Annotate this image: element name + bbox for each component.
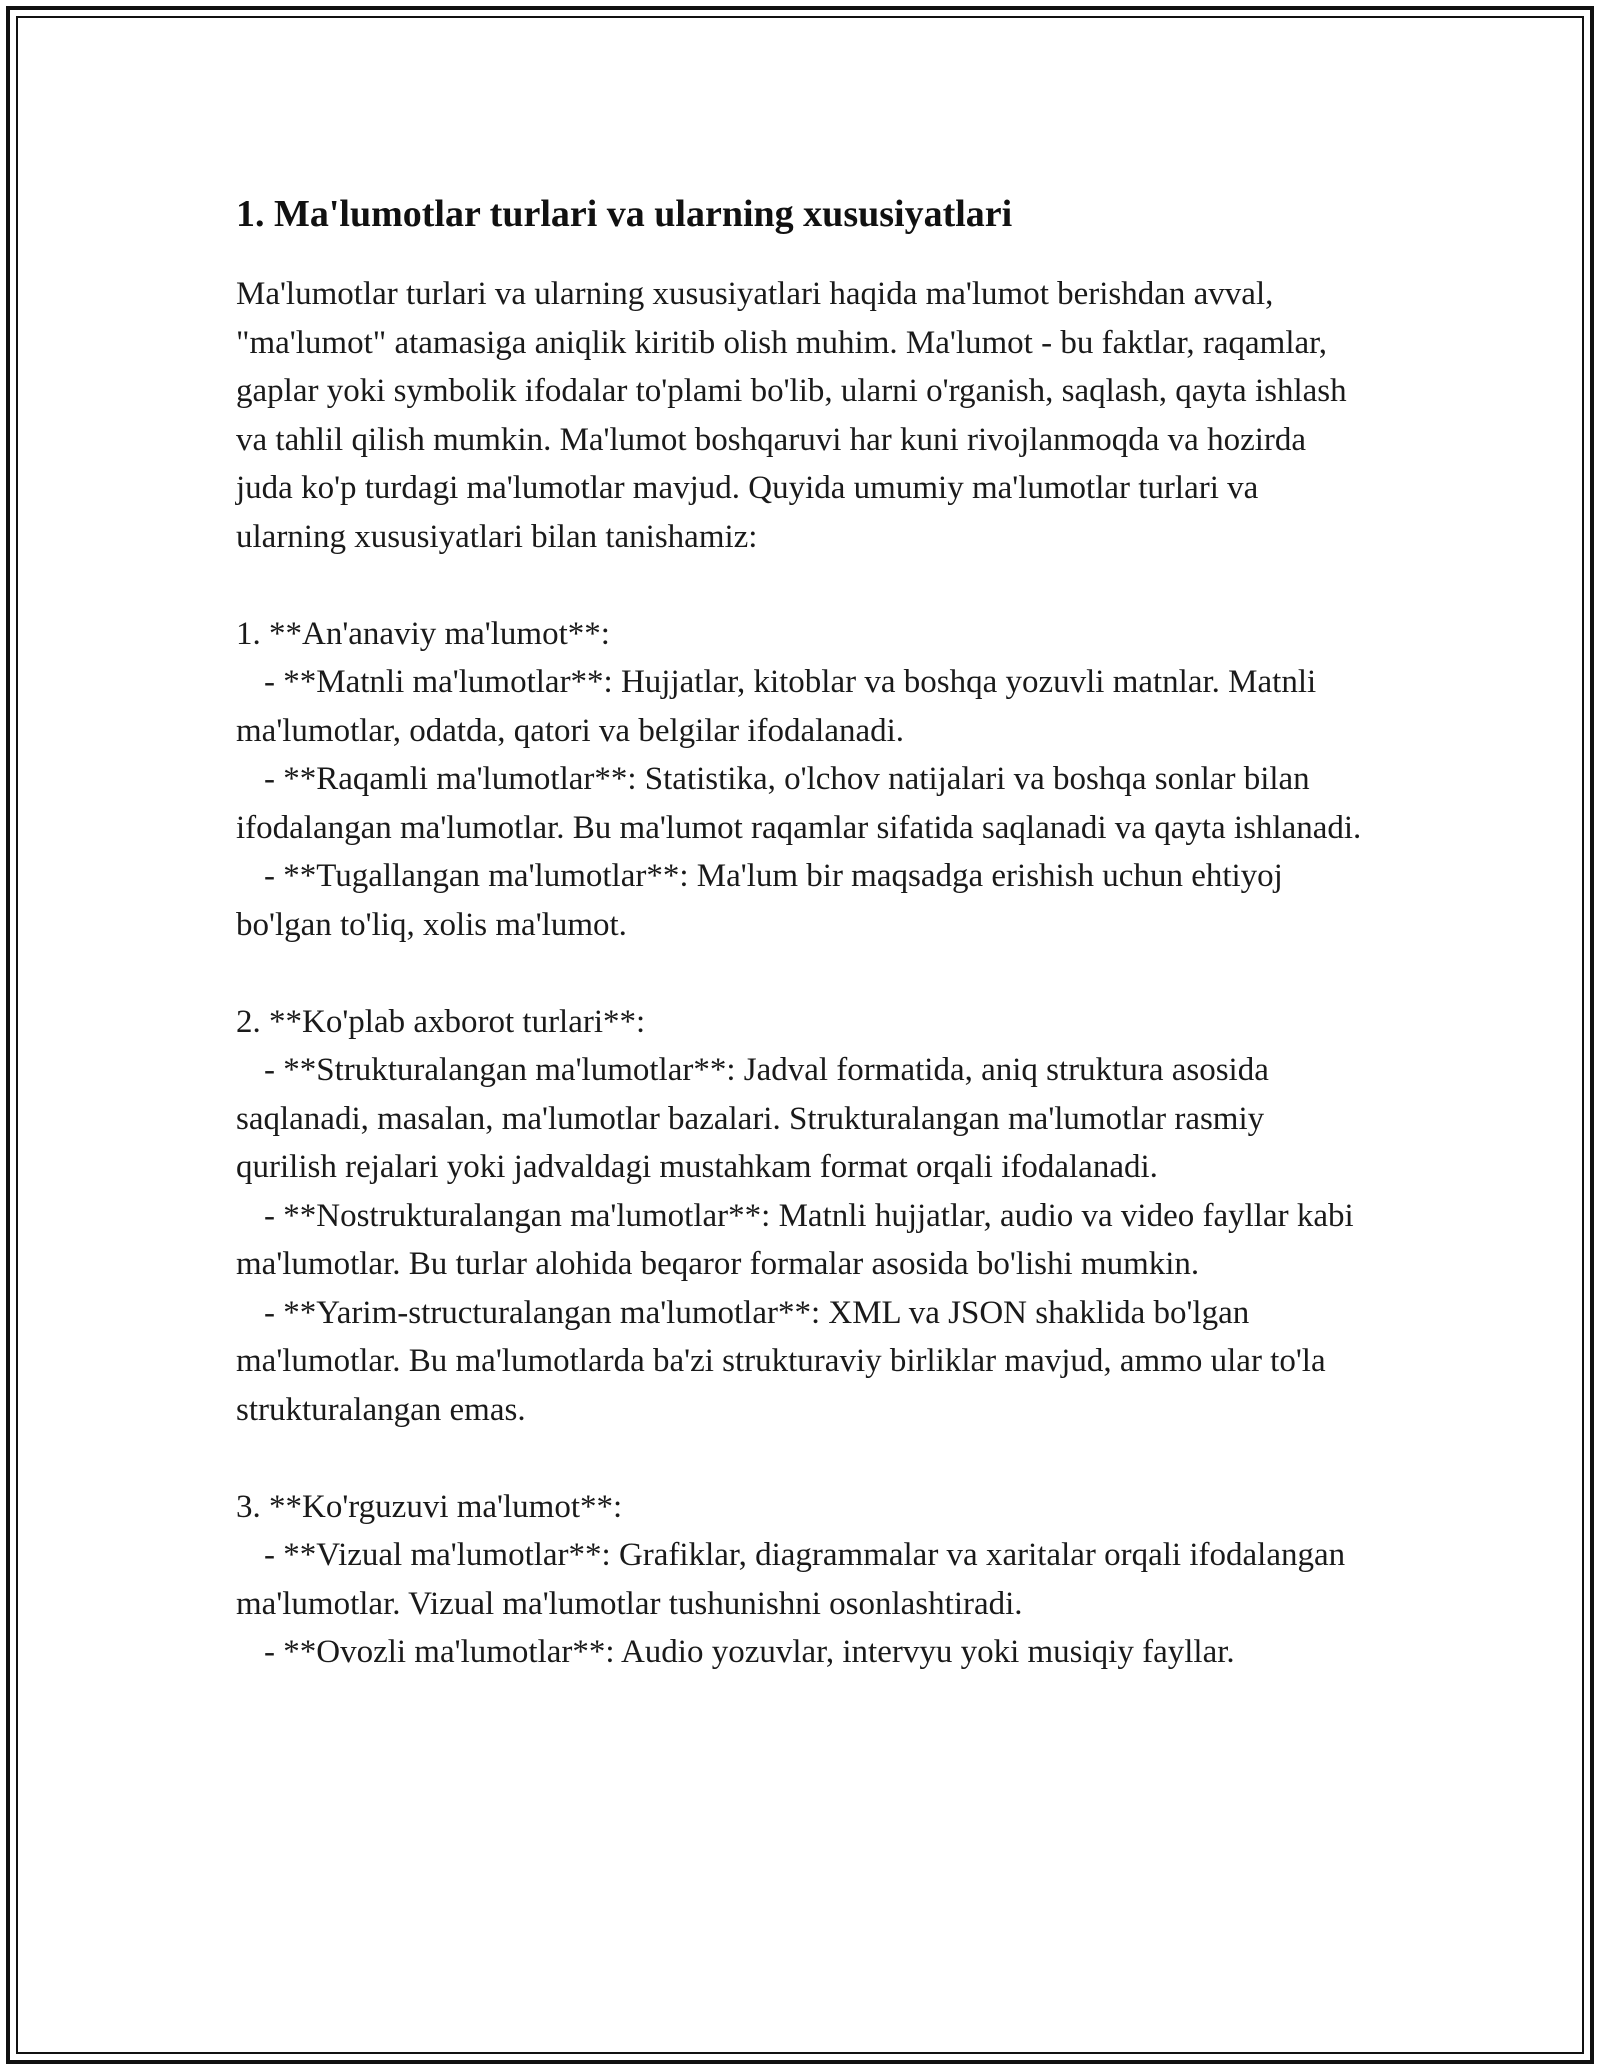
section-2 [236, 998, 1366, 1435]
list-item-text: - **Ovozli ma'lumotlar**: Audio yozuvlar, intervyu yoki musiqiy fayllar. [264, 1634, 1235, 1670]
document-body [236, 188, 1366, 1677]
list-item [236, 658, 1366, 755]
list-item [236, 1531, 1366, 1628]
list-item-text: - **Nostrukturalangan ma'lumotlar**: Matnli hujjatlar, audio va video fayllar kabi ma'lumotlar. Bu turlar alohida beqaror formalar asosida bo'lishi mumkin. [236, 1197, 1354, 1282]
intro-paragraph: Ma'lumotlar turlari va ularning xususiyatlari haqida ma'lumot berishdan avval, "ma'lumot" atamasiga aniqlik kiritib olish muhim. Ma'lumot - bu faktlar, raqamlar, gaplar yoki symbolik ifodalar to'plami bo'lib, ularni o'rganish, saqlash, qayta ishlash va tahlil qilish mumkin. Ma'lumot boshqaruvi har kuni rivojlanmoqda va hozirda juda ko'p turdagi ma'lumotlar mavjud. Quyida umumiy ma'lumotlar turlari va ularning xususiyatlari bilan tanishamiz: [236, 276, 1347, 555]
section-title: 2. **Ko'plab axborot turlari**: [236, 1003, 646, 1040]
list-item-text: - **Raqamli ma'lumotlar**: Statistika, o'lchov natijalari va boshqa sonlar bilan ifodalangan ma'lumotlar. Bu ma'lumot raqamlar sifatida saqlanadi va qayta ishlanadi. [236, 761, 1362, 846]
spacer [236, 561, 1366, 610]
list-item-text: - **Yarim-structuralangan ma'lumotlar**: XML va JSON shaklida bo'lgan ma'lumotlar. Bu ma'lumotlarda ba'zi strukturaviy birliklar mavjud, ammo ular to'la strukturalangan emas. [236, 1294, 1326, 1428]
spacer [236, 949, 1366, 998]
list-item [236, 1046, 1366, 1192]
section-title: 3. **Ko'rguzuvi ma'lumot**: [236, 1488, 623, 1525]
section-1 [236, 610, 1366, 950]
spacer [236, 1434, 1366, 1483]
list-item [236, 1289, 1366, 1435]
list-item [236, 852, 1366, 949]
list-item-text: - **Vizual ma'lumotlar**: Grafiklar, diagrammalar va xaritalar orqali ifodalangan ma'lumotlar. Vizual ma'lumotlar tushunishni osonlashtiradi. [236, 1537, 1346, 1622]
list-item [236, 1192, 1366, 1289]
document-heading: 1. Ma'lumotlar turlari va ularning xususiyatlari [236, 193, 1013, 235]
list-item-text: - **Matnli ma'lumotlar**: Hujjatlar, kitoblar va boshqa yozuvli matnlar. Matnli ma'lumotlar, odatda, qatori va belgilar ifodalanadi. [236, 664, 1317, 749]
list-item-text: - **Tugallangan ma'lumotlar**: Ma'lum bir maqsadga erishish uchun ehtiyoj bo'lgan to'liq, xolis ma'lumot. [236, 858, 1283, 943]
section-title: 1. **An'anaviy ma'lumot**: [236, 615, 610, 652]
list-item [236, 1628, 1366, 1677]
list-item [236, 755, 1366, 852]
list-item-text: - **Strukturalangan ma'lumotlar**: Jadval formatida, aniq struktura asosida saqlanadi, masalan, ma'lumotlar bazalari. Strukturalangan ma'lumotlar rasmiy qurilish rejalari yoki jadvaldagi mustahkam format orqali ifodalanadi. [236, 1052, 1269, 1185]
section-3 [236, 1483, 1366, 1677]
